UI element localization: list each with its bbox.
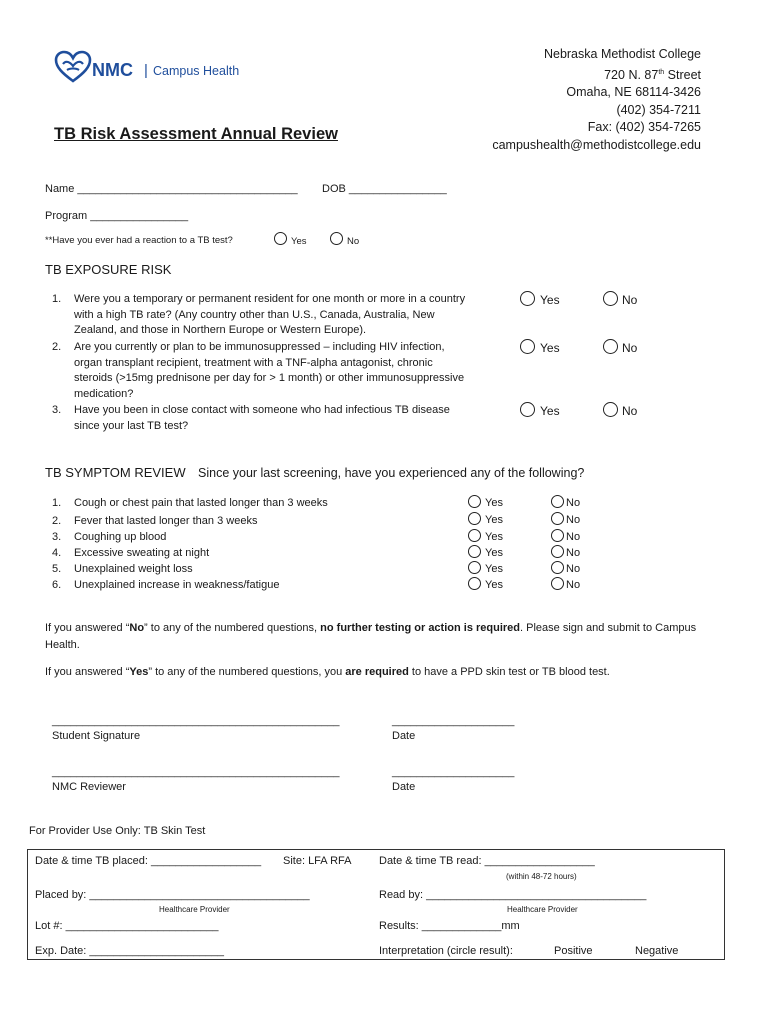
symptom-3-yes-label: Yes [485, 531, 503, 543]
exposure-1-yes-radio[interactable] [520, 291, 535, 306]
exposure-text-2: Are you currently or plan to be immunosuppressed – including HIV infection, organ transplant recipient, treatment with a TNF-alpha antagonist, chronic steroids (>15mg prednisone per day for > 1 month) or other immunosuppressive medication? [74, 341, 465, 400]
exp-date-field[interactable]: Exp. Date: ______________________ [35, 945, 225, 957]
symptom-4-no-radio[interactable] [551, 545, 564, 558]
exposure-2-no-radio[interactable] [603, 339, 618, 354]
instruction-yes-post: to have a PPD skin test or TB blood test. [408, 666, 610, 678]
exposure-num-1: 1. [52, 293, 62, 305]
interpretation-negative[interactable]: Negative [635, 945, 679, 957]
site-field[interactable]: Site: LFA RFA [283, 855, 352, 867]
symptom-num-6: 6. [52, 579, 62, 591]
provider-box [27, 849, 725, 960]
address-line2-sup: th [658, 68, 665, 76]
symptom-1-no-label: No [566, 497, 581, 509]
symptom-2-no-label: No [566, 514, 581, 526]
symptom-text-2: Fever that lasted longer than 3 weeks [74, 515, 258, 527]
reaction-question: **Have you ever had a reaction to a TB test? [45, 235, 233, 246]
exposure-1-no-radio[interactable] [603, 291, 618, 306]
symptom-num-5: 5. [52, 563, 62, 575]
symptom-2-yes-label: Yes [485, 514, 503, 526]
exposure-1-yes-label: Yes [540, 293, 560, 307]
address-line3: Omaha, NE 68114-3426 [566, 85, 701, 100]
symptom-6-yes-radio[interactable] [468, 577, 481, 590]
student-signature-label: Student Signature [52, 730, 141, 742]
address-line1: Nebraska Methodist College [543, 47, 701, 61]
symptom-1-yes-radio[interactable] [468, 495, 481, 508]
heart-hands-logo-icon [54, 50, 92, 84]
reviewer-date-label: Date [392, 781, 416, 793]
symptom-6-no-radio[interactable] [551, 577, 564, 590]
exposure-heading: TB EXPOSURE RISK [45, 262, 172, 277]
logo-brand: NMC [92, 60, 133, 80]
results-field[interactable]: Results: _____________mm [379, 920, 520, 932]
student-date-line[interactable]: ____________________ [392, 715, 515, 727]
exposure-text-1: Were you a temporary or permanent resident for one month or more in a country with a high TB rate? (Any country other than U.S., Canada, Australia, New Zealand, and those in Northern Europe or Western Europe). [74, 293, 466, 336]
symptom-num-4: 4. [52, 547, 62, 559]
address-line2-suffix: Street [664, 67, 701, 82]
instruction-no-pre: If you answered “ [45, 622, 130, 634]
interpretation-label: Interpretation (circle result): [379, 945, 513, 957]
exposure-2-no-label: No [622, 341, 638, 355]
date-time-read-field[interactable]: Date & time TB read: __________________ [379, 855, 595, 867]
exposure-num-2: 2. [52, 341, 62, 353]
address-phone: (402) 354-7211 [616, 102, 701, 117]
symptom-4-yes-radio[interactable] [468, 545, 481, 558]
interpretation-positive[interactable]: Positive [554, 945, 593, 957]
symptom-1-yes-label: Yes [485, 497, 503, 509]
exposure-3-yes-label: Yes [540, 404, 560, 418]
symptom-6-yes-label: Yes [485, 579, 503, 591]
exposure-1-no-label: No [622, 293, 638, 307]
instruction-yes-bold: are required [345, 666, 409, 678]
symptom-3-yes-radio[interactable] [468, 529, 481, 542]
provider-heading: For Provider Use Only: TB Skin Test [29, 825, 206, 837]
reaction-no-label: No [347, 236, 360, 247]
address-email: campushealth@methodistcollege.edu [492, 137, 701, 152]
address-line2 [492, 64, 701, 85]
symptom-3-no-label: No [566, 531, 581, 543]
date-time-placed-field[interactable]: Date & time TB placed: __________________ [35, 855, 262, 867]
student-date-label: Date [392, 730, 416, 742]
symptom-text-6: Unexplained increase in weakness/fatigue [74, 579, 280, 591]
symptom-5-no-radio[interactable] [551, 561, 564, 574]
symptom-text-3: Coughing up blood [74, 531, 167, 543]
program-field[interactable]: Program ________________ [45, 210, 189, 222]
instruction-yes [45, 665, 610, 679]
within-hours-note: (within 48-72 hours) [506, 872, 577, 881]
symptom-num-3: 3. [52, 531, 62, 543]
symptom-4-yes-label: Yes [485, 547, 503, 559]
instruction-yes-mid: ” to any of the numbered questions, you [148, 666, 346, 678]
symptom-subheading: Since your last screening, have you experienced any of the following? [198, 466, 585, 480]
exposure-2-yes-label: Yes [540, 341, 560, 355]
logo [54, 50, 254, 86]
placed-by-caption: Healthcare Provider [159, 905, 230, 914]
reviewer-signature-line[interactable]: _______________________________________________ [52, 766, 340, 778]
symptom-1-no-radio[interactable] [551, 495, 564, 508]
symptom-4-no-label: No [566, 547, 581, 559]
address-fax: Fax: (402) 354-7265 [587, 120, 701, 135]
symptom-heading: TB SYMPTOM REVIEW [45, 465, 186, 480]
exposure-2-yes-radio[interactable] [520, 339, 535, 354]
reaction-no-radio[interactable] [330, 232, 343, 245]
symptom-5-yes-label: Yes [485, 563, 503, 575]
exposure-3-no-label: No [622, 404, 638, 418]
instruction-yes-word: Yes [129, 666, 149, 678]
instruction-yes-pre: If you answered “ [45, 666, 130, 678]
symptom-5-no-label: No [566, 563, 581, 575]
lot-field[interactable]: Lot #: _________________________ [35, 920, 219, 932]
instruction-no-word: No [129, 622, 145, 634]
symptom-5-yes-radio[interactable] [468, 561, 481, 574]
student-signature-line[interactable]: _______________________________________________ [52, 715, 340, 727]
symptom-text-5: Unexplained weight loss [74, 563, 193, 575]
read-by-field[interactable]: Read by: ____________________________________ [379, 889, 647, 901]
exposure-3-yes-radio[interactable] [520, 402, 535, 417]
read-by-caption: Healthcare Provider [507, 905, 578, 914]
address-line2-prefix: 720 N. 87 [604, 67, 659, 82]
page-title: TB Risk Assessment Annual Review [54, 125, 338, 143]
symptom-2-no-radio[interactable] [551, 512, 564, 525]
placed-by-field[interactable]: Placed by: ____________________________________ [35, 889, 310, 901]
logo-department: Campus Health [153, 64, 240, 78]
reviewer-date-line[interactable]: ____________________ [392, 766, 515, 778]
dob-field[interactable]: DOB ________________ [322, 183, 447, 195]
reviewer-label: NMC Reviewer [52, 781, 126, 793]
symptom-text-4: Excessive sweating at night [74, 547, 210, 559]
name-field[interactable]: Name ____________________________________ [45, 183, 298, 195]
reaction-yes-label: Yes [291, 236, 307, 247]
instruction-no-post: . Please sign and submit to Campus Health. [45, 622, 697, 651]
address-block [492, 46, 701, 154]
symptom-num-2: 2. [52, 515, 62, 527]
symptom-3-no-radio[interactable] [551, 529, 564, 542]
symptom-text-1: Cough or chest pain that lasted longer than 3 weeks [74, 497, 328, 509]
instruction-no [45, 620, 730, 654]
exposure-3-no-radio[interactable] [603, 402, 618, 417]
instruction-no-mid: ” to any of the numbered questions, [144, 622, 321, 634]
instruction-no-bold: no further testing or action is required [320, 622, 521, 634]
exposure-text-3: Have you been in close contact with someone who had infectious TB disease since your last TB test? [74, 404, 450, 432]
logo-divider: | [144, 62, 148, 79]
symptom-6-no-label: No [566, 579, 581, 591]
symptom-num-1: 1. [52, 497, 62, 509]
reaction-yes-radio[interactable] [274, 232, 287, 245]
exposure-num-3: 3. [52, 404, 62, 416]
symptom-2-yes-radio[interactable] [468, 512, 481, 525]
